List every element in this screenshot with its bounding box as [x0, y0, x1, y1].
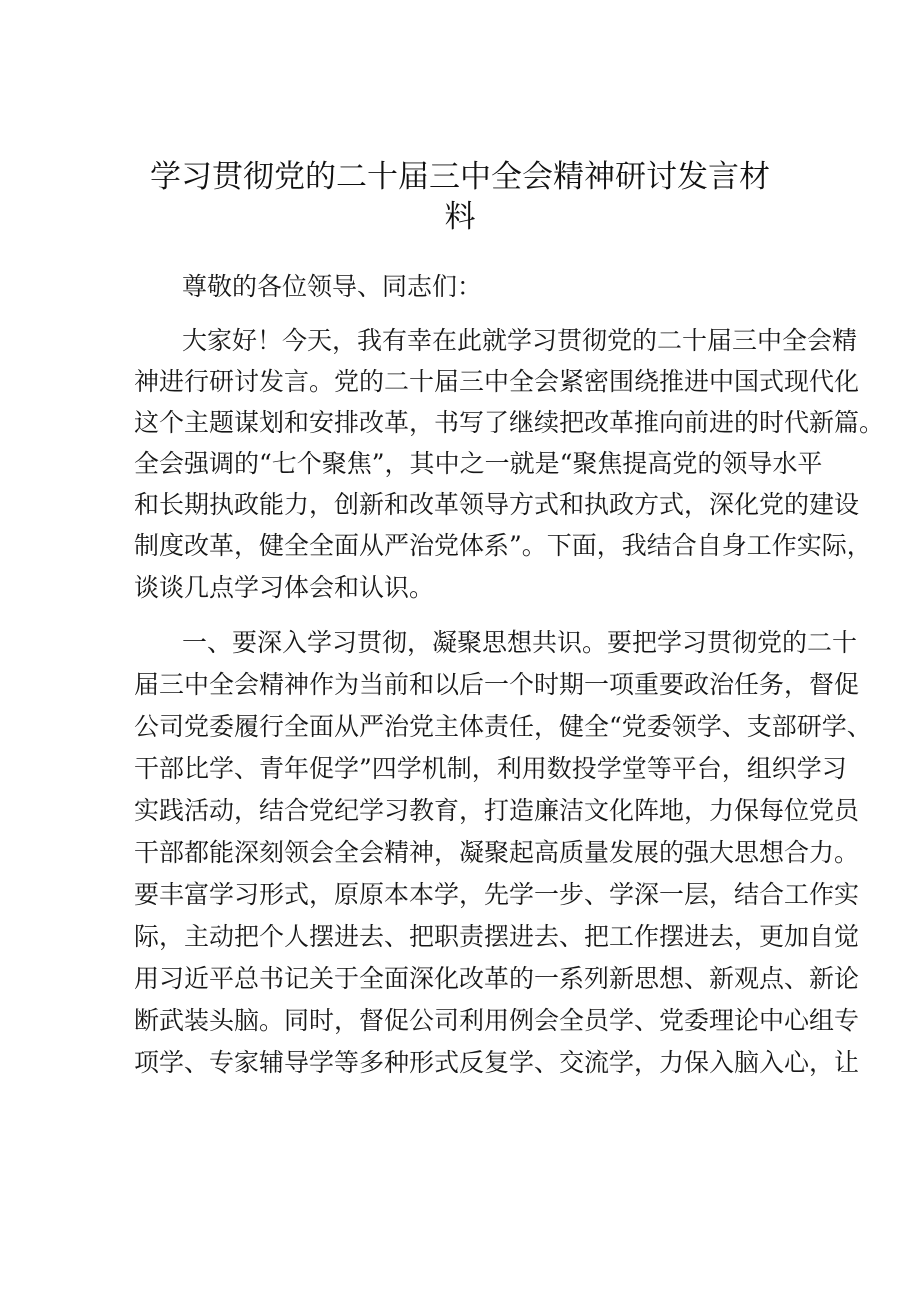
para2-line: 干部比学、青年促学”四学机制，利用数投学堂等平台，组织学习: [134, 754, 847, 783]
para1-line: 谈谈几点学习体会和认识。: [134, 573, 435, 602]
para2-line: 用习近平总书记关于全面深化改革的一系列新思想、新观点、新论: [134, 964, 860, 993]
para1-line: 和长期执政能力，创新和改革领导方式和执政方式，深化党的建设: [134, 490, 860, 519]
para2-line: 届三中全会精神作为当前和以后一个时期一项重要政治任务，督促: [134, 670, 860, 699]
para1-line: 全会强调的“七个聚焦”，其中之一就是“聚焦提高党的领导水平: [134, 449, 823, 478]
para2-line: 干部都能深刻领会全会精神，凝聚起高质量发展的强大思想合力。: [134, 838, 860, 867]
para1-line: 这个主题谋划和安排改革，书写了继续把改革推向前进的时代新篇。: [134, 408, 885, 437]
para1-line: 制度改革，健全全面从严治党体系”。下面，我结合自身工作实际，: [134, 531, 872, 560]
para1-line: 大家好！今天，我有幸在此就学习贯彻党的二十届三中全会精: [182, 326, 858, 355]
para2-line: 际，主动把个人摆进去、把职责摆进去、把工作摆进去，更加自觉: [134, 922, 860, 951]
para2-line: 公司党委履行全面从严治党主体责任，健全“党委领学、支部研学、: [134, 712, 872, 741]
para2-line: 项学、专家辅导学等多种形式反复学、交流学，力保入脑入心，让: [134, 1048, 860, 1077]
salutation: 尊敬的各位领导、同志们：: [182, 272, 483, 301]
para2-line: 实践活动，结合党纪学习教育，打造廉洁文化阵地，力保每位党员: [134, 796, 860, 825]
document-title-line-1: 学习贯彻党的二十届三中全会精神研讨发言材: [150, 159, 770, 195]
para2-line: 断武装头脑。同时，督促公司利用例会全员学、党委理论中心组专: [134, 1006, 860, 1035]
para2-line: 要丰富学习形式，原原本本学，先学一步、学深一层，结合工作实: [134, 880, 860, 909]
para2-line: 一、要深入学习贯彻，凝聚思想共识。要把学习贯彻党的二十: [182, 628, 858, 657]
document-title-line-2: 料: [444, 199, 476, 235]
para1-line: 神进行研讨发言。党的二十届三中全会紧密围绕推进中国式现代化: [134, 367, 860, 396]
